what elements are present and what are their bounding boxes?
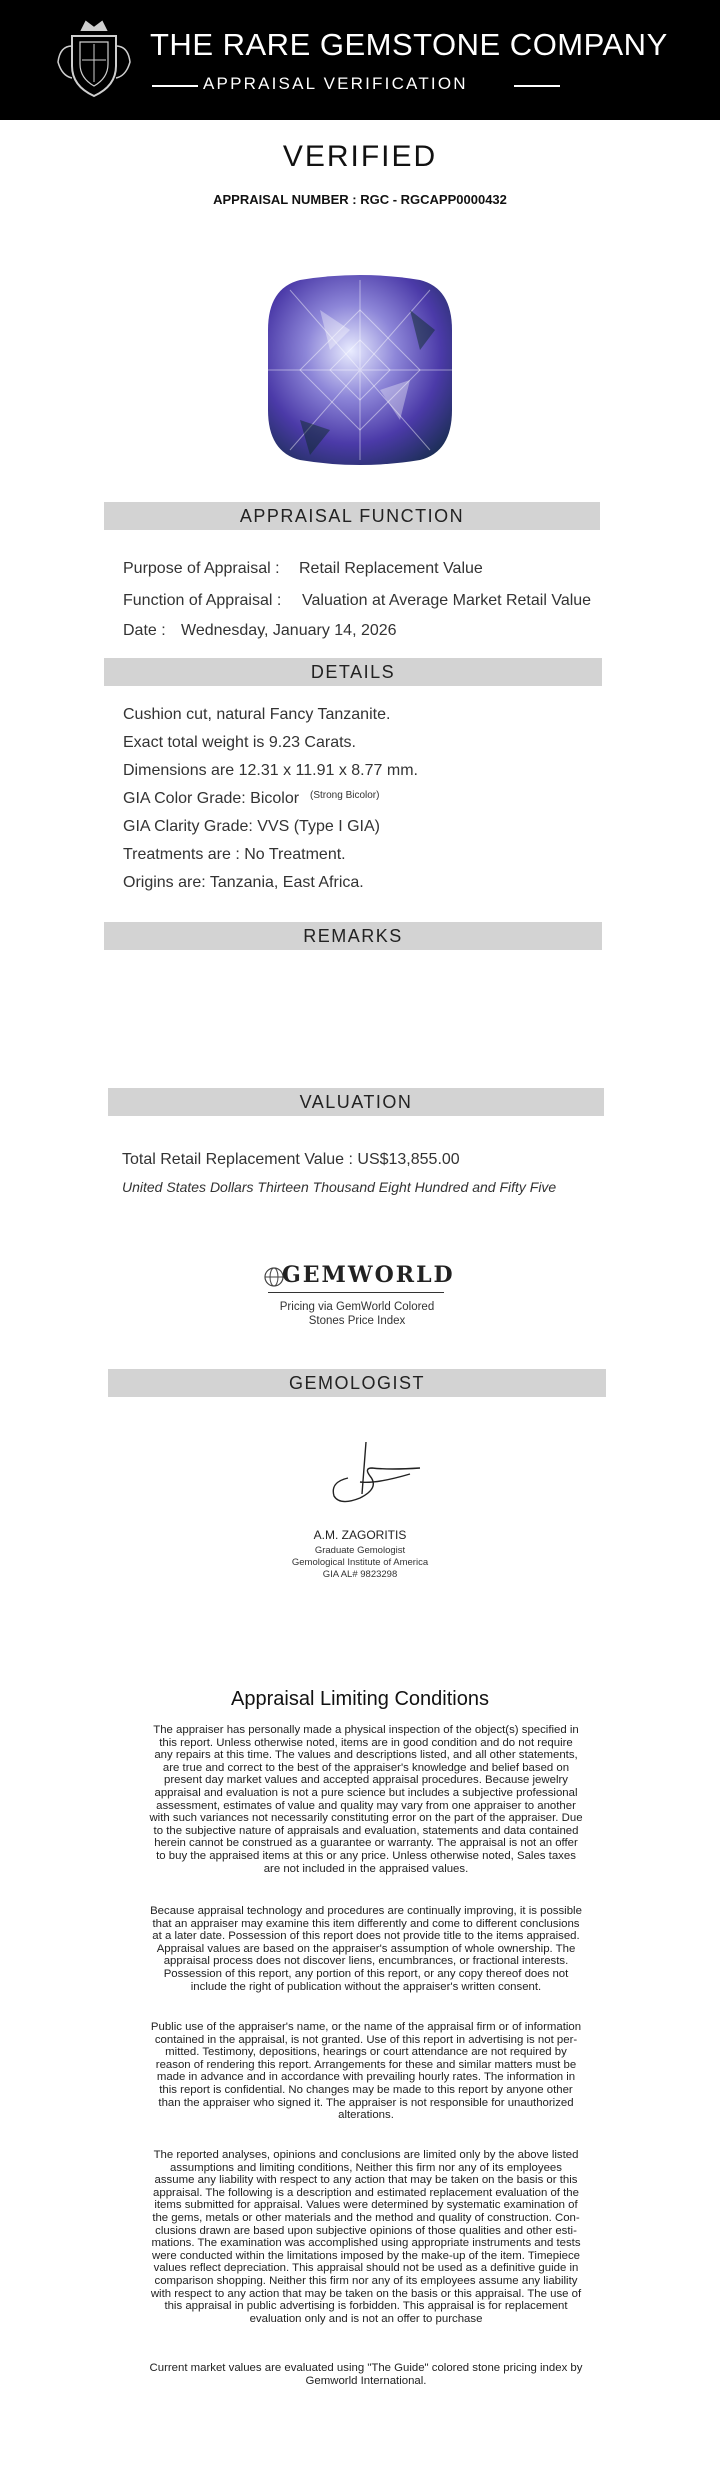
detail-cut: Cushion cut, natural Fancy Tanzanite. bbox=[123, 706, 391, 723]
date-value: Wednesday, January 14, 2026 bbox=[181, 622, 397, 639]
detail-weight: Exact total weight is 9.23 Carats. bbox=[123, 734, 356, 751]
function-value: Valuation at Average Market Retail Value bbox=[302, 592, 592, 609]
brand-name: THE RARE GEMSTONE COMPANY bbox=[150, 27, 668, 62]
condition-line: Gemworld International. bbox=[305, 2374, 427, 2387]
gemworld-caption-1: Pricing via GemWorld Colored bbox=[279, 1301, 435, 1313]
valuation-words: United States Dollars Thirteen Thousand Eight Hundred and Fifty Five bbox=[122, 1179, 557, 1195]
section-gemologist: GEMOLOGIST bbox=[108, 1369, 606, 1397]
condition-line: Public use of the appraiser's name, or the name of the appraisal firm or of information bbox=[150, 2021, 582, 2033]
appraisal-number: APPRAISAL NUMBER : RGC - RGCAPP0000432 bbox=[213, 192, 507, 207]
date-label: Date : bbox=[123, 622, 166, 639]
condition-line: Appraisal values are based on the appraiser's assumption of whole ownership. The bbox=[156, 1942, 576, 1955]
purpose-label: Purpose of Appraisal : bbox=[123, 560, 280, 577]
condition-line: present day market values and accepted appraisal procedures. Because jewelry bbox=[164, 1774, 568, 1787]
section-details: DETAILS bbox=[104, 658, 602, 686]
condition-line: this report. Unless otherwise noted, items are in good condition and do not require bbox=[159, 1736, 573, 1749]
condition-line: items submitted for appraisal. Values were determined by systematic examination of bbox=[154, 2199, 578, 2212]
limiting-conditions-paragraph-3 bbox=[113, 2021, 619, 2122]
condition-line: The reported analyses, opinions and conclusions are limited only by the above listed bbox=[153, 2149, 579, 2161]
gemologist-gia-number: GIA AL# 9823298 bbox=[322, 1569, 398, 1580]
function-label: Function of Appraisal : bbox=[123, 592, 282, 609]
condition-line: assumptions and limiting conditions, Neither this firm nor any of its employees bbox=[170, 2161, 562, 2174]
gemologist-title: Graduate Gemologist bbox=[314, 1545, 406, 1556]
condition-line: The appraiser has personally made a physical inspection of the object(s) specified in bbox=[153, 1724, 579, 1736]
gemologist-name: A.M. ZAGORITIS bbox=[313, 1528, 407, 1542]
condition-line: this appraisal in public advertising is forbidden. This appraisal is for replacement bbox=[164, 2300, 568, 2313]
gemworld-caption-2: Stones Price Index bbox=[308, 1315, 406, 1327]
condition-line: are true and correct to the best of the appraiser's knowledge and belief based on bbox=[162, 1761, 570, 1774]
condition-line: Current market values are evaluated using "The Guide" colored stone pricing index by bbox=[149, 2362, 583, 2374]
condition-line: mations. The examination was accomplished using appropriate instruments and tests bbox=[151, 2237, 581, 2250]
verified-status: VERIFIED bbox=[282, 140, 438, 173]
condition-line: comparison shopping. Neither this firm nor any of its employees assume any liability bbox=[154, 2274, 578, 2287]
condition-line: any repairs at this time. The values and descriptions listed, and all other statements, bbox=[154, 1749, 578, 1762]
condition-line: made in advance and in accordance with prevailing hourly rates. The information in bbox=[156, 2071, 576, 2084]
valuation-total: Total Retail Replacement Value : US$13,855.00 bbox=[122, 1151, 460, 1168]
header-subtitle: APPRAISAL VERIFICATION bbox=[203, 74, 468, 93]
condition-line: to buy the appraised items at this or any price. Unless otherwise noted, Sales taxes bbox=[156, 1849, 576, 1862]
gemologist-institute: Gemological Institute of America bbox=[291, 1557, 429, 1568]
condition-line: mitted. Testimony, depositions, hearings or court attendance are not required by bbox=[165, 2046, 567, 2059]
condition-line: at a later date. Possession of this report does not provide title to the items appraised. bbox=[152, 1930, 580, 1943]
section-remarks: REMARKS bbox=[104, 922, 602, 950]
subtitle-line-right bbox=[514, 85, 560, 87]
detail-treatments: Treatments are : No Treatment. bbox=[123, 846, 346, 863]
condition-line: alterations. bbox=[338, 2109, 394, 2122]
condition-line: that an appraiser may examine this item differently and come to different conclusions bbox=[152, 1917, 580, 1930]
condition-line: Because appraisal technology and procedures are continually improving, it is possible bbox=[150, 1905, 582, 1917]
condition-line: than the appraiser who signed it. The appraiser is not responsible for unauthorized bbox=[158, 2096, 574, 2109]
subtitle-line-left bbox=[152, 85, 198, 87]
condition-line: appraisal. The following is a description and estimated replacement evaluation of the bbox=[153, 2186, 579, 2199]
condition-line: herein cannot be construed as a guarantee or warranty. The appraisal is not an offer bbox=[154, 1837, 578, 1850]
limiting-conditions-title: Appraisal Limiting Conditions bbox=[231, 1688, 489, 1710]
purpose-value: Retail Replacement Value bbox=[299, 560, 483, 577]
condition-line: the gems, metals or other materials and the method and quality of construction. Con- bbox=[152, 2211, 580, 2224]
detail-origins: Origins are: Tanzania, East Africa. bbox=[123, 874, 364, 891]
detail-clarity: GIA Clarity Grade: VVS (Type I GIA) bbox=[123, 818, 380, 835]
condition-line: to the subjective nature of appraisals and evaluation, statements and data contained bbox=[153, 1824, 579, 1837]
crest-icon bbox=[52, 16, 136, 102]
condition-line: assume any liability with respect to any action that may be taken on the basis or this bbox=[154, 2174, 578, 2187]
detail-dimensions: Dimensions are 12.31 x 11.91 x 8.77 mm. bbox=[123, 762, 418, 779]
condition-line: assessment, estimates of value and quality may vary from one appraiser to another bbox=[156, 1799, 576, 1812]
section-valuation: VALUATION bbox=[108, 1088, 604, 1116]
limiting-conditions-paragraph-1 bbox=[113, 1724, 619, 1875]
signature-image bbox=[300, 1438, 440, 1508]
gemworld-divider bbox=[268, 1292, 444, 1293]
gemworld-logo: GEMWORLD bbox=[282, 1262, 455, 1288]
limiting-conditions-paragraph-2 bbox=[113, 1905, 619, 1993]
condition-line: Possession of this report, any portion of this report, or any copy thereof does not bbox=[163, 1967, 569, 1980]
gemstone-image bbox=[260, 270, 460, 470]
condition-line: appraisal process does not discover liens, encumbrances, or fractional interests. bbox=[163, 1955, 569, 1968]
detail-color-note: (Strong Bicolor) bbox=[310, 790, 380, 801]
condition-line: contained in the appraisal, is not granted. Use of this report in advertising is not per- bbox=[154, 2033, 578, 2046]
condition-line: include the right of publication without the appraiser's written consent. bbox=[190, 1980, 542, 1993]
condition-line: values reflect depreciation. This appraisal should not be used as a definitive guide in bbox=[153, 2262, 579, 2275]
condition-line: appraisal and evaluation is not a pure science but includes a subjective professional bbox=[154, 1786, 578, 1799]
condition-line: were conducted within the limitations imposed by the make-up of the item. Timepiece bbox=[152, 2249, 580, 2262]
detail-color: GIA Color Grade: Bicolor bbox=[123, 790, 300, 807]
section-appraisal-function: APPRAISAL FUNCTION bbox=[104, 502, 600, 530]
condition-line: clusions drawn are based upon subjective opinions of those qualities and other esti- bbox=[155, 2224, 577, 2237]
condition-line: evaluation only and is not an offer to purchase bbox=[249, 2312, 483, 2325]
limiting-conditions-paragraph-5 bbox=[113, 2362, 619, 2387]
condition-line: reason of rendering this report. Arrangements for these and similar matters must be bbox=[155, 2058, 577, 2071]
condition-line: with respect to any action that may be taken on the basis or this appraisal. The use of bbox=[150, 2287, 582, 2300]
limiting-conditions-paragraph-4 bbox=[113, 2149, 619, 2325]
header-bar bbox=[0, 0, 720, 120]
condition-line: are not included in the appraised values. bbox=[263, 1862, 469, 1875]
condition-line: this report is confidential. No changes may be made to this report by anyone other bbox=[159, 2083, 573, 2096]
condition-line: with such variances not necessarily constituting error on the part of the appraiser. Due bbox=[149, 1812, 583, 1825]
